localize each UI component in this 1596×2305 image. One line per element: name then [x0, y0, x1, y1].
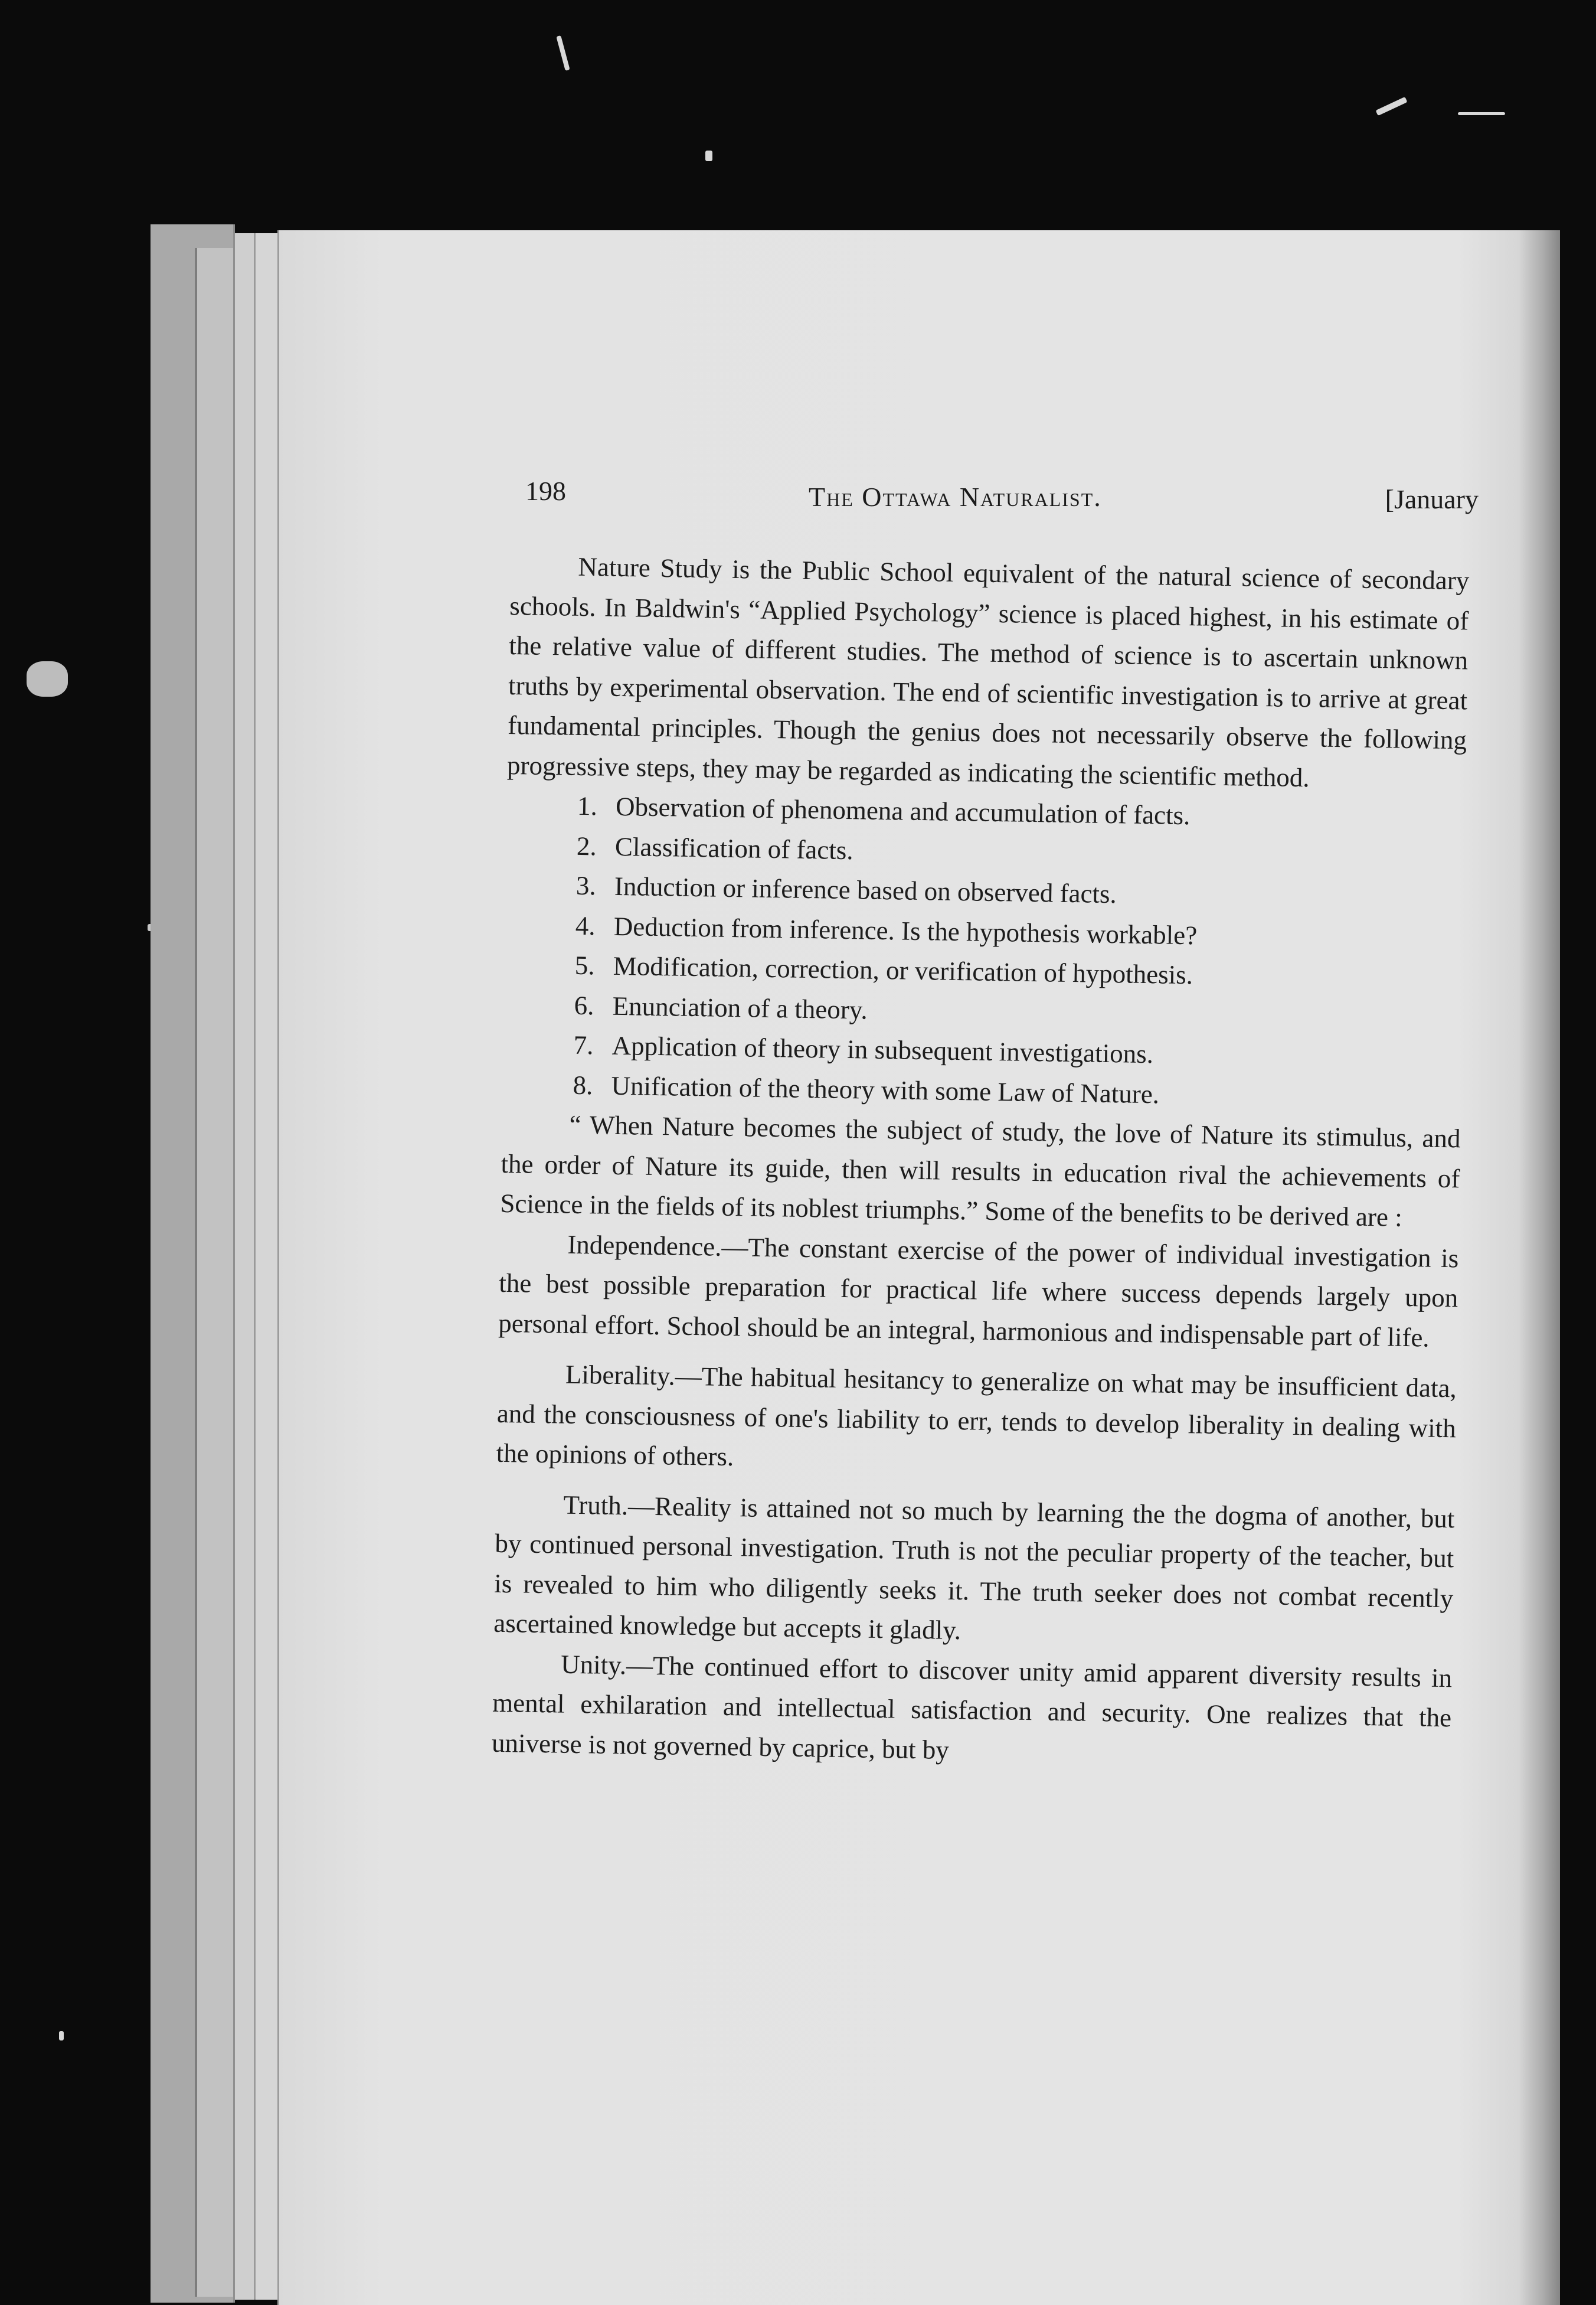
- scan-speck: [705, 151, 712, 161]
- step-text: Induction or inference based on observed facts.: [614, 871, 1117, 909]
- step-number: 6.: [574, 990, 594, 1020]
- step-text: Deduction from inference. Is the hypothesis workable?: [613, 911, 1198, 950]
- scan-speck: [1458, 112, 1505, 115]
- step-number: 2.: [576, 831, 597, 861]
- scientific-method-steps: [502, 785, 1466, 1119]
- article-body: [492, 546, 1470, 1778]
- independence-paragraph: Independence.—The constant exercise of the power of individual investigation is the best possible preparation for practical life where success depends largely upon personal effort. School should be an integral, harmonious and indispensable part of life.: [498, 1229, 1459, 1353]
- page-number: 198: [525, 476, 566, 506]
- step-number: 8.: [573, 1070, 593, 1100]
- step-text: Observation of phenomena and accumulation of facts.: [615, 791, 1191, 831]
- quote-paragraph: “ When Nature becomes the subject of study, the love of Nature its stimulus, and the order of Nature its guide, then will results in education rival the achievements of Science in the fields of its noblest triumphs.” Some of the benefits to be derived are :: [500, 1109, 1461, 1232]
- intro-paragraph: Nature Study is the Public School equivalent of the natural science of secondary schools. In Baldwin's “Applied Psychology” science is placed highest, in his estimate of the relative value of different studies. The method of science is to ascertain unknown truths by experimental observation. The end of scientific investigation is to arrive at great fundamental principles. Though the genius does not necessarily observe the following progressive steps, they may be regarded as indicating the scientific method.: [506, 551, 1470, 792]
- step-text: Unification of the theory with some Law of Nature.: [611, 1070, 1160, 1109]
- page-header: [525, 475, 1479, 523]
- step-text: Enunciation of a theory.: [612, 991, 868, 1025]
- running-title: The Ottawa Naturalist.: [809, 482, 1102, 512]
- step-text: Application of theory in subsequent investigations.: [611, 1030, 1154, 1069]
- scan-speck: [27, 661, 68, 697]
- scan-speck: [59, 2031, 64, 2040]
- page-gutter-shadow: [1519, 230, 1560, 2305]
- unity-paragraph: Unity.—The continued effort to discover unity amid apparent diversity results in mental exhilaration and intellectual satisfaction and security. One realizes that the universe is not governed by caprice, but by: [491, 1649, 1453, 1765]
- truth-paragraph: Truth.—Reality is attained not so much by learning the the dogma of another, but by continued personal investigation. Truth is not the peculiar property of the teacher, but is revealed to him who diligently seeks it. The truth seeker does not combat recently ascertained knowledge but accepts it gladly.: [493, 1490, 1455, 1646]
- scan-speck: [556, 35, 570, 71]
- running-month: [January: [1385, 484, 1479, 514]
- step-number: 1.: [577, 791, 598, 821]
- scan-speck: [1375, 97, 1407, 116]
- step-number: 4.: [575, 910, 596, 941]
- step-number: 3.: [575, 870, 597, 901]
- step-number: 5.: [574, 950, 596, 981]
- step-text: Modification, correction, or verification of hypothesis.: [613, 951, 1193, 990]
- step-text: Classification of facts.: [614, 831, 854, 865]
- step-number: 7.: [573, 1030, 594, 1060]
- liberality-paragraph: Liberality.—The habitual hesitancy to generalize on what may be insufficient data, and the consciousness of one's liability to err, tends to develop liberality in dealing with the opinions of others.: [496, 1359, 1457, 1472]
